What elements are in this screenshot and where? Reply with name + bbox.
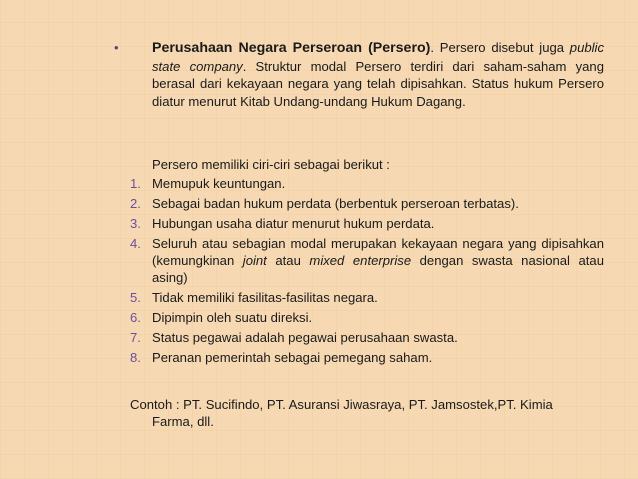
main-bullet-after-title: . Persero disebut juga — [430, 40, 570, 55]
main-bullet-title: Perusahaan Negara Perseroan (Persero) — [152, 40, 431, 56]
list-number: 4. — [130, 236, 141, 251]
example-line-2: Farma, dll. — [152, 414, 214, 429]
list-text-part: dengan swasta nasional atau asing) — [152, 253, 604, 285]
list-item — [130, 215, 604, 232]
list-number: 2. — [130, 196, 141, 211]
list-number: 6. — [130, 310, 141, 325]
list-text-part: atau — [266, 253, 310, 268]
list-text: Dipimpin oleh suatu direksi. — [152, 310, 313, 325]
list-number: 3. — [130, 216, 141, 231]
intro-text: Persero memiliki ciri-ciri sebagai berikut : — [152, 157, 390, 172]
example-text — [130, 396, 604, 430]
list-text-part: Seluruh atau sebagian modal merupakan kekayaan negara yang dipisahkan (kemungkinan — [152, 236, 604, 268]
list-number: 7. — [130, 330, 141, 345]
list-text: Hubungan usaha diatur menurut hukum perdata. — [152, 216, 435, 231]
main-bullet-rest: . Struktur modal Persero terdiri dari saham-saham yang berasal dari kekayaan negara yang telah dipisahkan. Status hukum Persero diatur menurut Kitab Undang-undang Hukum Dagang. — [152, 58, 604, 109]
list-number: 1. — [130, 176, 141, 191]
list-item — [130, 235, 604, 286]
list-text: Memupuk keuntungan. — [152, 176, 286, 191]
list-item — [130, 349, 604, 366]
list-text-italic: joint — [242, 253, 267, 268]
list-item — [130, 195, 604, 212]
list-text: Status pegawai adalah pegawai perusahaan swasta. — [152, 330, 458, 345]
list-item — [130, 175, 604, 192]
bullet-dot-icon: • — [114, 40, 119, 55]
characteristics-list — [130, 175, 604, 369]
list-text: Sebagai badan hukum perdata (berbentuk perseroan terbatas). — [152, 196, 519, 211]
main-bullet — [114, 39, 604, 110]
list-number: 5. — [130, 290, 141, 305]
list-item — [130, 289, 604, 306]
example-line-1: Contoh : PT. Sucifindo, PT. Asuransi Jiwasraya, PT. Jamsostek,PT. Kimia — [130, 397, 553, 412]
main-bullet-italic-term: public state company — [152, 40, 604, 74]
main-bullet-text — [130, 39, 604, 110]
list-item — [130, 309, 604, 326]
list-item — [130, 329, 604, 346]
list-text-italic: mixed enterprise — [309, 253, 412, 268]
list-number: 8. — [130, 350, 141, 365]
list-text: Tidak memiliki fasilitas-fasilitas negara. — [152, 290, 378, 305]
list-text: Peranan pemerintah sebagai pemegang saham. — [152, 350, 433, 365]
